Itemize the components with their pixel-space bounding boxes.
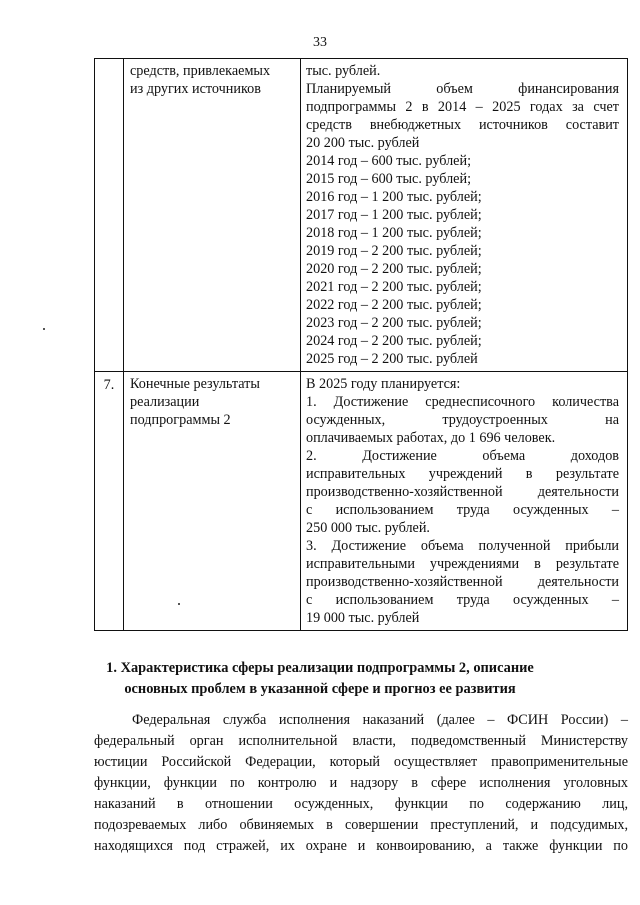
body-line: функции, функции по контролю и надзору в сфере исполнения уголовных <box>94 775 628 791</box>
body-line: находящихся под стражей, их охране и конвоированию, а также функции по <box>94 838 628 854</box>
content-line: исправительных учреждений в результате <box>306 466 619 482</box>
page-number: 33 <box>313 35 327 50</box>
row-name-line: подпрограммы 2 <box>130 412 231 428</box>
section-heading-line: 1. Характеристика сферы реализации подпрограммы 2, описание <box>106 660 534 676</box>
content-line: В 2025 году планируется: <box>306 376 461 392</box>
content-line: исправительными учреждениями в результате <box>306 556 619 572</box>
scan-speck <box>43 328 45 330</box>
year-amount: 2015 год – 600 тыс. рублей; <box>306 171 472 187</box>
year-amount: 2016 год – 1 200 тыс. рублей; <box>306 189 482 205</box>
year-amount: 2022 год – 2 200 тыс. рублей; <box>306 297 482 313</box>
year-amount: 2023 год – 2 200 тыс. рублей; <box>306 315 482 331</box>
body-line: федеральный орган исполнительной власти, подведомственный Министерству <box>94 733 628 749</box>
content-line: 3. Достижение объема полученной прибыли <box>306 538 619 554</box>
section-heading-line: основных проблем в указанной сфере и прогноз ее развития <box>124 681 516 697</box>
row-name-line: Конечные результаты <box>130 376 260 392</box>
body-line: Федеральная служба исполнения наказаний (далее – ФСИН России) – <box>132 712 628 728</box>
year-amount: 2017 год – 1 200 тыс. рублей; <box>306 207 482 223</box>
content-line: производственно-хозяйственной деятельности <box>306 574 619 590</box>
scan-speck <box>178 603 180 605</box>
content-line: тыс. рублей. <box>306 63 381 79</box>
table-row-financing-continued <box>95 59 628 372</box>
content-line: средств внебюджетных источников составит <box>306 117 619 133</box>
body-line: юстиции Российской Федерации, который осуществляет правоприменительные <box>94 754 628 770</box>
content-line: с использованием труда осужденных – <box>306 502 619 518</box>
content-line: осужденных, трудоустроенных на <box>306 412 619 428</box>
body-paragraph <box>94 710 628 857</box>
year-amount: 2014 год – 600 тыс. рублей; <box>306 153 472 169</box>
row-name-line: реализации <box>130 394 200 410</box>
program-passport-table <box>94 58 628 631</box>
row-name-cell <box>124 372 301 631</box>
row-number-cell <box>95 59 124 372</box>
content-line: оплачиваемых работах, до 1 696 человек. <box>306 430 556 446</box>
year-amount: 2024 год – 2 200 тыс. рублей; <box>306 333 482 349</box>
content-line: 2. Достижение объема доходов <box>306 448 619 464</box>
content-line: Планируемый объем финансирования <box>306 81 619 97</box>
row-name-cell <box>124 59 301 372</box>
table-row-final-results <box>95 372 628 631</box>
row-content-cell <box>301 372 628 631</box>
content-line: производственно-хозяйственной деятельности <box>306 484 619 500</box>
body-line: наказаний в отношении осужденных, функции по содержанию лиц, <box>94 796 628 812</box>
content-line: подпрограммы 2 в 2014 – 2025 годах за счет <box>306 99 619 115</box>
row-name-line: средств, привлекаемых <box>130 63 271 79</box>
row-number-cell: 7. <box>95 372 124 631</box>
year-amount: 2021 год – 2 200 тыс. рублей; <box>306 279 482 295</box>
year-amount: 2018 год – 1 200 тыс. рублей; <box>306 225 482 241</box>
section-heading <box>0 658 640 700</box>
year-amount: 2019 год – 2 200 тыс. рублей; <box>306 243 482 259</box>
row-name-line: из других источников <box>130 81 261 97</box>
year-amount: 2020 год – 2 200 тыс. рублей; <box>306 261 482 277</box>
year-amount: 2025 год – 2 200 тыс. рублей <box>306 351 478 367</box>
content-line: 1. Достижение среднесписочного количества <box>306 394 619 410</box>
content-line: с использованием труда осужденных – <box>306 592 619 608</box>
content-line: 250 000 тыс. рублей. <box>306 520 430 536</box>
row-content-cell <box>301 59 628 372</box>
body-line: подозреваемых либо обвиняемых в совершении преступлений, и подсудимых, <box>94 817 628 833</box>
content-line: 19 000 тыс. рублей <box>306 610 420 626</box>
content-line: 20 200 тыс. рублей <box>306 135 420 151</box>
